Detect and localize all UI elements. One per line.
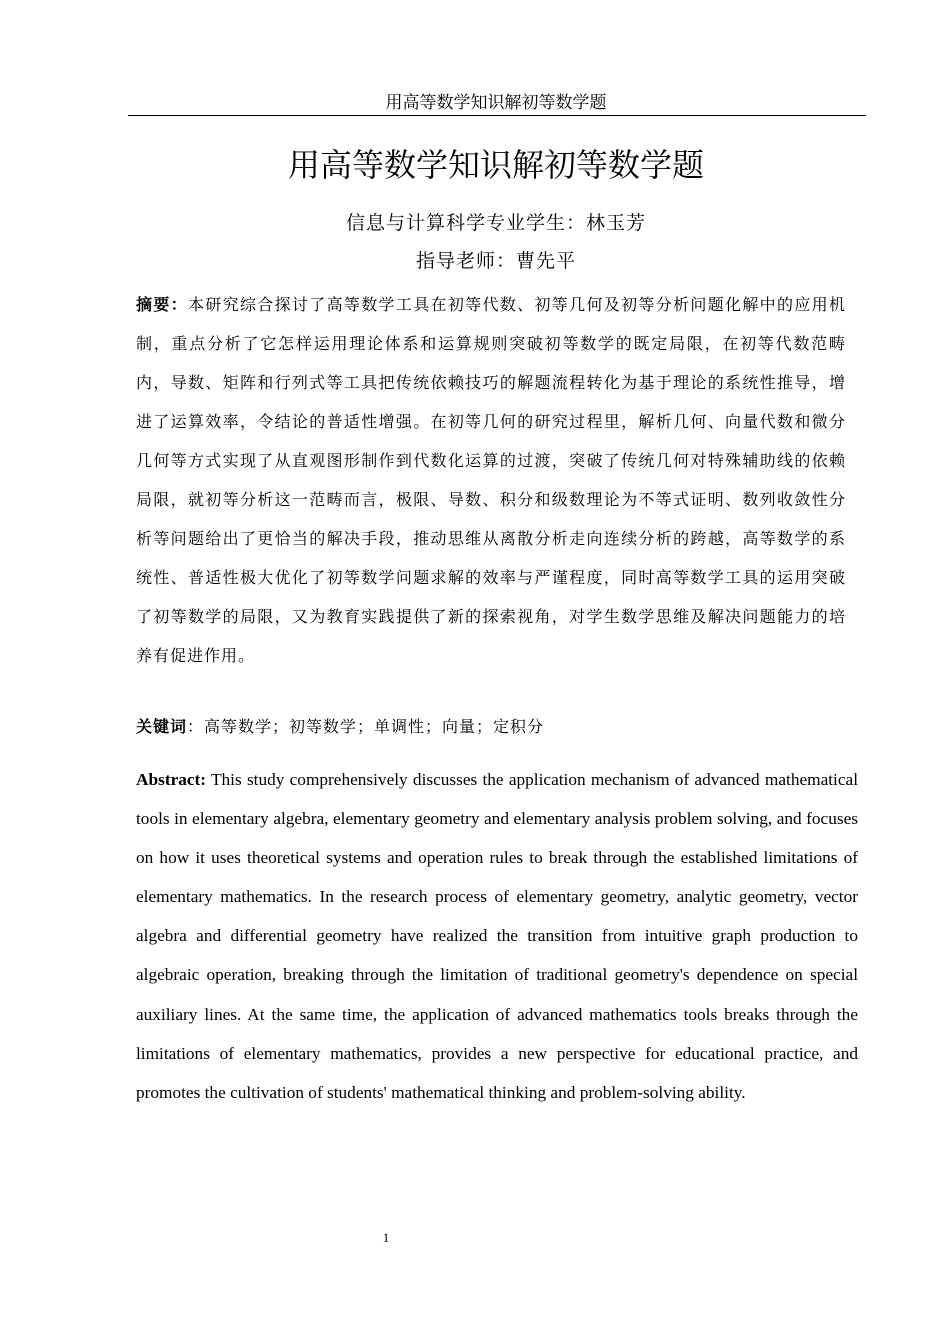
chinese-keywords-label: 关键词 bbox=[136, 717, 188, 736]
chinese-keywords-text: ：高等数学；初等数学；单调性；向量；定积分 bbox=[187, 717, 545, 736]
english-abstract bbox=[136, 760, 858, 1112]
running-header: 用高等数学知识解初等数学题 bbox=[385, 93, 607, 113]
header-rule bbox=[128, 115, 866, 116]
author-line: 信息与计算科学专业学生：林玉芳 bbox=[345, 212, 646, 234]
chinese-abstract-label: 摘要： bbox=[136, 295, 188, 314]
chinese-keywords bbox=[136, 714, 846, 740]
chinese-abstract-text: 本研究综合探讨了高等数学工具在初等代数、初等几何及初等分析问题化解中的应用机制，重点分析了它怎样运用理论体系和运算规则突破初等数学的既定局限，在初等代数范畴内，导数、矩阵和行列式等工具把传统依赖技巧的解题流程转化为基于理论的系统性推导，增进了运算效率，令结论的普适性增强。在初等几何的研究过程里，解析几何、向量代数和微分几何等方式实现了从直观图形制作到代数化运算的过渡，突破了传统几何对特殊辅助线的依赖局限，就初等分析这一范畴而言，极限、导数、积分和级数理论为不等式证明、数列收敛性分析等问题给出了更恰当的解决手段，推动思维从离散分析走向连续分析的跨越，高等数学的系统性、普适性极大优化了初等数学问题求解的效率与严谨程度，同时高等数学工具的运用突破了初等数学的局限，又为教育实践提供了新的探索视角，对学生数学思维及解决问题能力的培养有促进作用。 bbox=[136, 295, 846, 665]
advisor-line: 指导老师：曹先平 bbox=[415, 250, 576, 272]
english-abstract-text: This study comprehensively discusses the application mechanism of advanced mathematical tools in elementary algebra, elementary geometry and elementary analysis problem solving, and focuses on how it uses theoretical systems and operation rules to break through the established limitations of elementary mathematics. In the research process of elementary geometry, analytic geometry, vector algebra and differential geometry have realized the transition from intuitive graph production to algebraic operation, breaking through the limitation of traditional geometry's dependence on special auxiliary lines. At the same time, the application of advanced mathematics tools breaks through the limitations of elementary mathematics, provides a new perspective for educational practice, and promotes the cultivation of students' mathematical thinking and problem-solving ability. bbox=[136, 770, 858, 1102]
paper-title: 用高等数学知识解初等数学题 bbox=[287, 146, 704, 184]
chinese-abstract bbox=[136, 285, 846, 675]
english-abstract-label: Abstract: bbox=[136, 770, 207, 789]
page-number: 1 bbox=[382, 1230, 390, 1245]
